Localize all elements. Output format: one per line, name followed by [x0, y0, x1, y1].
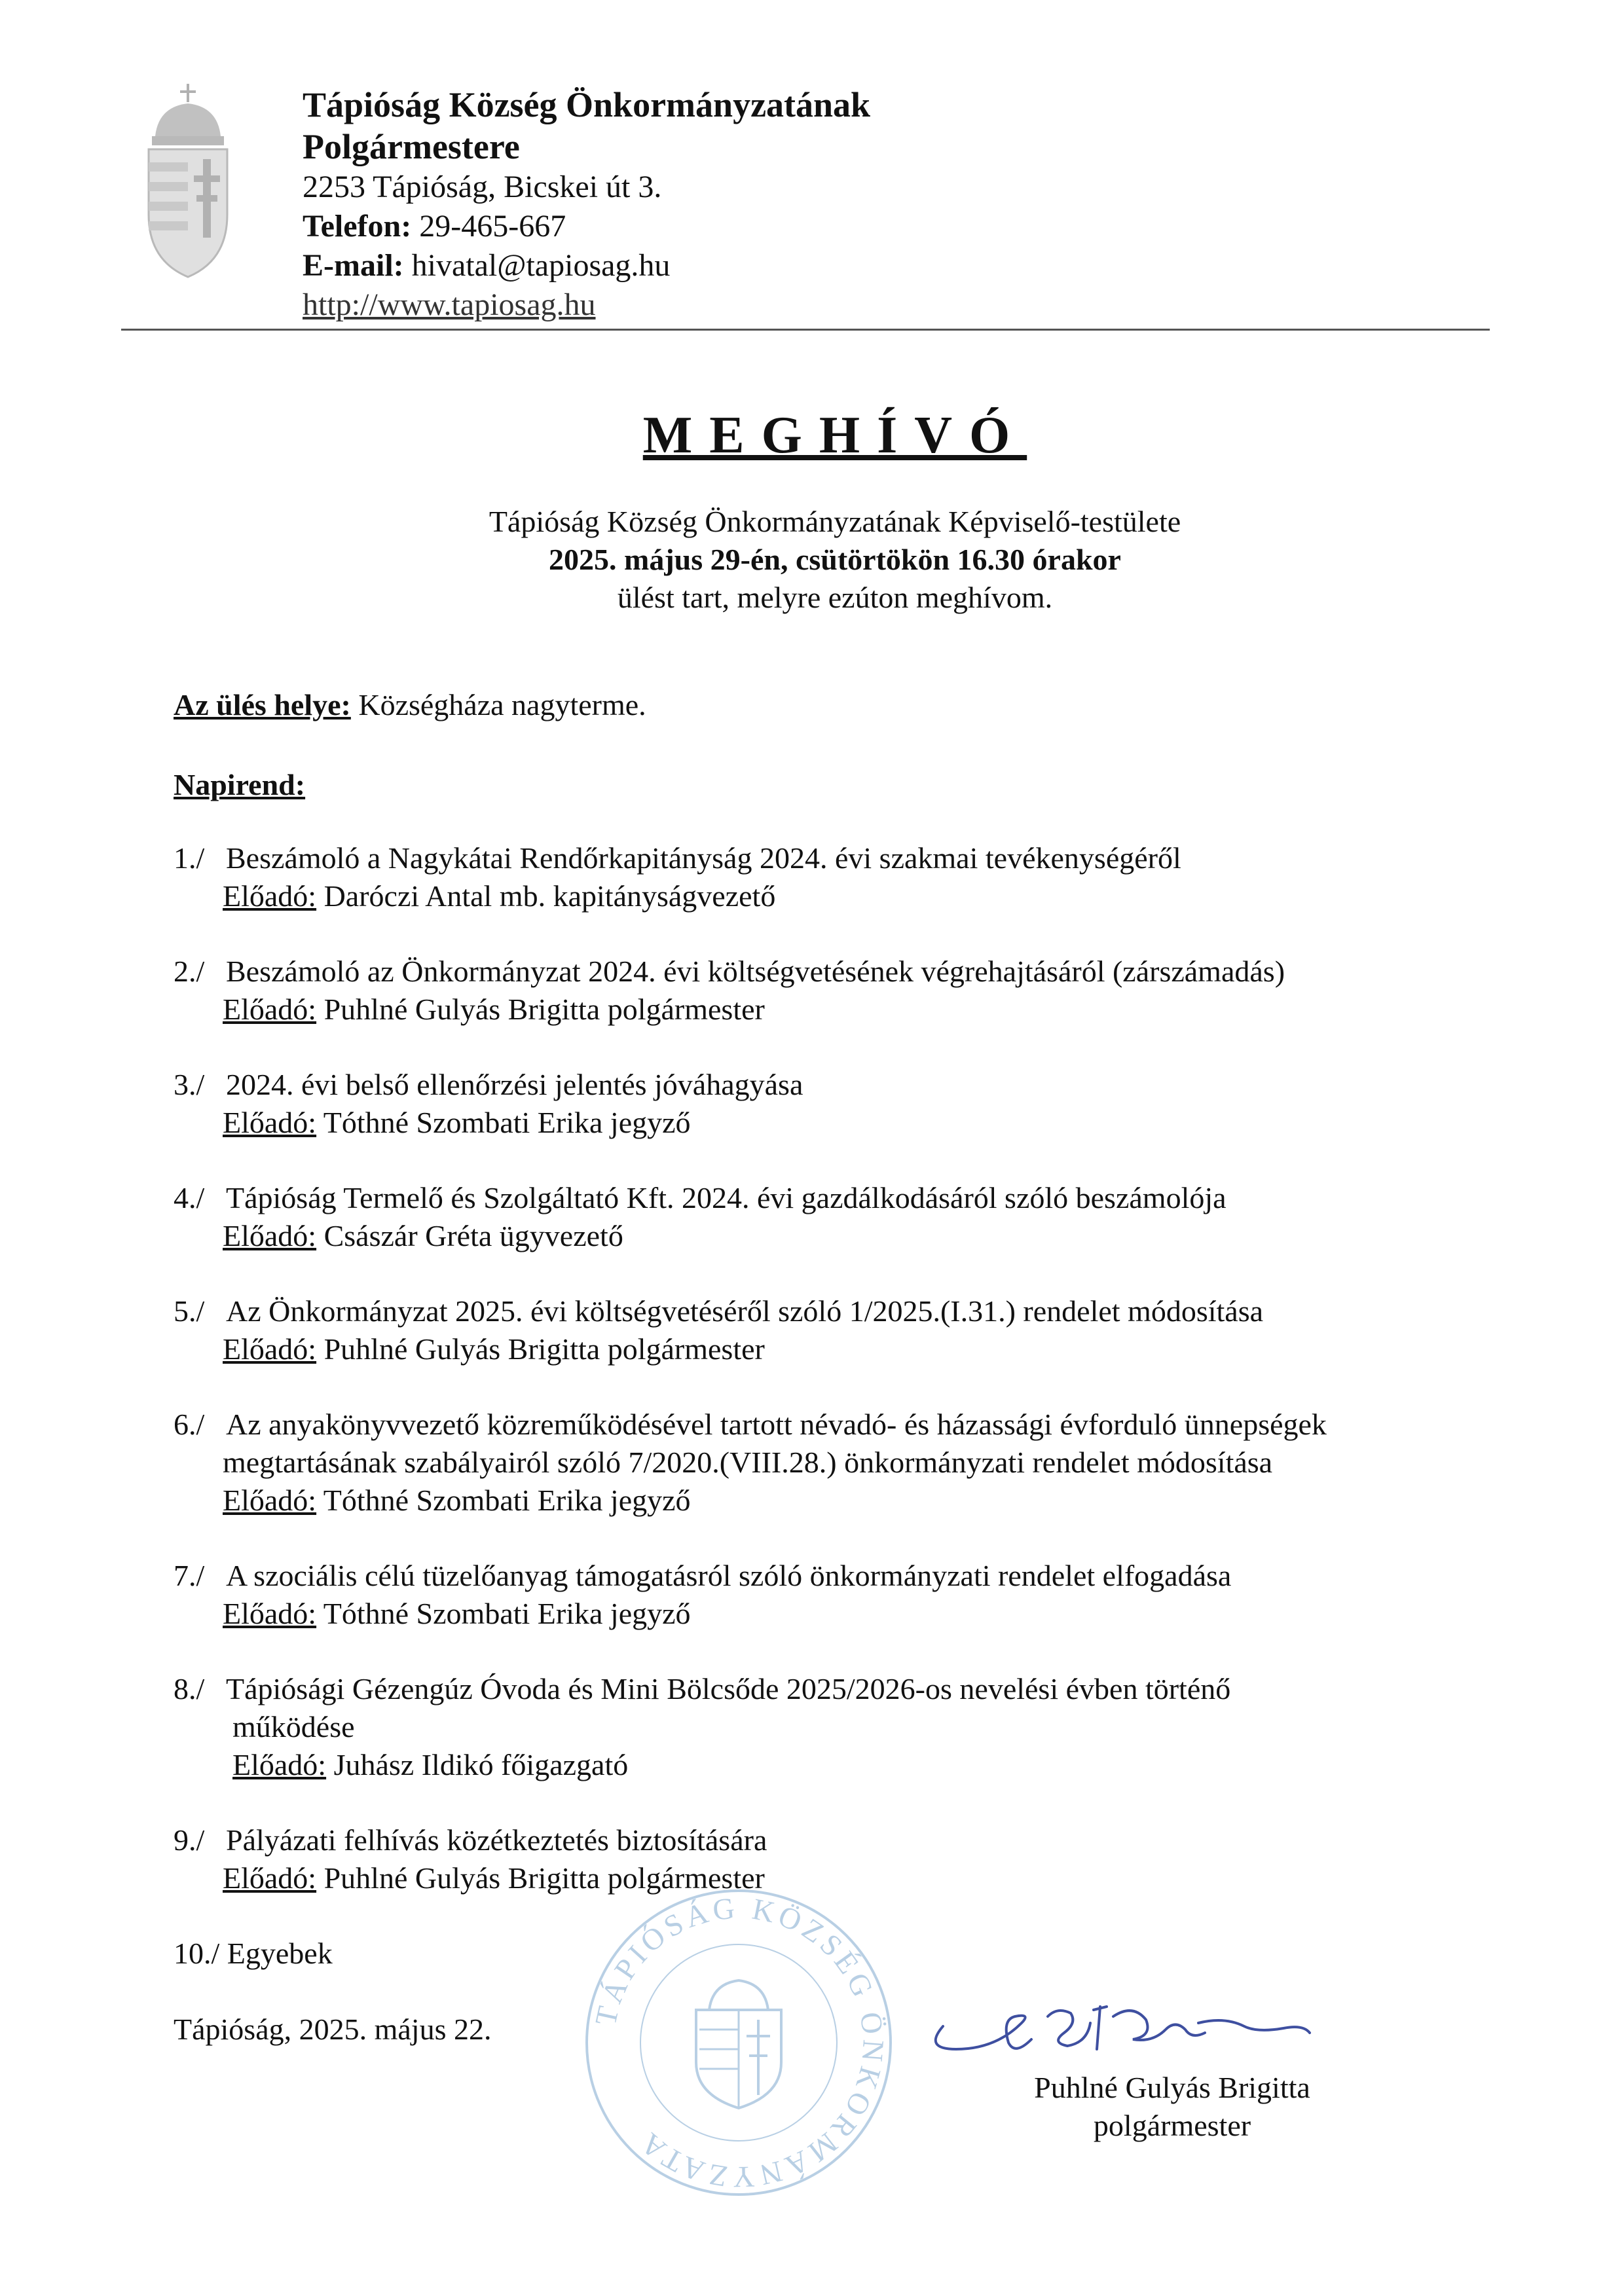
- item-text: Tápiósági Gézengúz Óvoda és Mini Bölcsőde 2025/2026-os nevelési évben történő: [226, 1672, 1231, 1705]
- document-title: MEGHÍVÓ: [642, 407, 1027, 464]
- intro-line3: ülést tart, melyre ezúton meghívom.: [617, 581, 1053, 614]
- item-text: 2024. évi belső ellenőrzési jelentés jóváhagyása: [226, 1068, 803, 1101]
- place-label: Az ülés helye:: [174, 688, 351, 721]
- item-number: 6./: [174, 1408, 205, 1441]
- address: 2253 Tápióság, Bicskei út 3.: [303, 170, 662, 204]
- item-presenter: [174, 1104, 1483, 1142]
- handwritten-signature: [917, 1977, 1323, 2069]
- coat-of-arms-icon: [139, 84, 237, 280]
- signer-block: [936, 2069, 1408, 2145]
- item-presenter: [174, 991, 1483, 1029]
- item-presenter: [174, 1595, 1483, 1633]
- item-text: A szociális célú tüzelőanyag támogatásról szóló önkormányzati rendelet elfogadása: [226, 1559, 1232, 1592]
- item-presenter: [174, 1482, 1483, 1520]
- website-link[interactable]: http://www.tapiosag.hu: [303, 287, 596, 322]
- item-presenter: [174, 1746, 1483, 1784]
- item-number: 3./: [174, 1068, 205, 1101]
- phone-label: Telefon:: [303, 209, 412, 244]
- agenda-item: [174, 953, 1483, 1029]
- email-label: E-mail:: [303, 248, 404, 283]
- meeting-place: [174, 686, 1483, 724]
- agenda-item: [174, 1406, 1483, 1520]
- place-value: Községháza nagyterme.: [358, 688, 646, 721]
- org-name-line2: Polgármestere: [303, 127, 520, 166]
- intro-line1: Tápióság Község Önkormányzatának Képviselő-testülete: [489, 505, 1181, 538]
- presenter-label: Előadó:: [223, 1484, 317, 1517]
- agenda-item: [174, 1292, 1483, 1368]
- meeting-date: 2025. május 29-én, csütörtökön 16.30 órakor: [549, 543, 1121, 576]
- item-text: Beszámoló az Önkormányzat 2024. évi költségvetésének végrehajtásáról (zárszámadás): [226, 955, 1285, 988]
- email-line: [303, 246, 870, 285]
- presenter-label: Előadó:: [223, 1219, 317, 1252]
- item-presenter: [174, 877, 1483, 915]
- presenter-name: Tóthné Szombati Erika jegyző: [323, 1106, 691, 1139]
- item-number: 5./: [174, 1294, 205, 1328]
- presenter-name: Tóthné Szombati Erika jegyző: [323, 1484, 691, 1517]
- item-number: 7./: [174, 1559, 205, 1592]
- presenter-label: Előadó:: [232, 1748, 327, 1781]
- item-text: Az Önkormányzat 2025. évi költségvetéséről szóló 1/2025.(I.31.) rendelet módosítása: [226, 1294, 1264, 1328]
- presenter-label: Előadó:: [223, 1332, 317, 1366]
- agenda-item: [174, 1066, 1483, 1142]
- signer-name: Puhlné Gulyás Brigitta: [1034, 2071, 1310, 2104]
- item-number: 2./: [174, 955, 205, 988]
- presenter-name: Puhlné Gulyás Brigitta polgármester: [323, 1861, 765, 1895]
- item-number: 8./: [174, 1672, 205, 1705]
- item-number: 4./: [174, 1181, 205, 1214]
- letterhead: [303, 84, 870, 325]
- item-text-continued: megtartásának szabályairól szóló 7/2020.(VIII.28.) önkormányzati rendelet módosítása: [223, 1446, 1273, 1479]
- date-line: Tápióság, 2025. május 22.: [174, 2013, 492, 2046]
- presenter-label: Előadó:: [223, 1861, 317, 1895]
- agenda-item: [174, 839, 1483, 915]
- phone-value: 29-465-667: [419, 209, 566, 244]
- official-stamp: [581, 1886, 896, 2200]
- item-number: 1./: [174, 841, 205, 875]
- presenter-label: Előadó:: [223, 993, 317, 1026]
- presenter-name: Tóthné Szombati Erika jegyző: [323, 1597, 691, 1630]
- item-text: Pályázati felhívás közétkeztetés biztosítására: [226, 1823, 767, 1857]
- org-name-line1: Tápióság Község Önkormányzatának: [303, 85, 871, 124]
- agenda-item-misc: 10./ Egyebek: [174, 1937, 333, 1970]
- agenda-label: Napirend:: [174, 768, 306, 801]
- presenter-name: Daróczi Antal mb. kapitányságvezető: [323, 879, 776, 913]
- document-body: [174, 686, 1483, 2049]
- agenda-item: [174, 1557, 1483, 1633]
- signer-title: polgármester: [1093, 2109, 1251, 2142]
- presenter-name: Juhász Ildikó főigazgató: [333, 1748, 629, 1781]
- presenter-name: Puhlné Gulyás Brigitta polgármester: [323, 993, 765, 1026]
- invitation-intro: [0, 503, 1624, 617]
- item-text: Tápióság Termelő és Szolgáltató Kft. 2024. évi gazdálkodásáról szóló beszámolója: [226, 1181, 1227, 1214]
- phone-line: [303, 207, 870, 246]
- presenter-name: Puhlné Gulyás Brigitta polgármester: [323, 1332, 765, 1366]
- presenter-name: Császár Gréta ügyvezető: [323, 1219, 623, 1252]
- item-text: Beszámoló a Nagykátai Rendőrkapitányság 2024. évi szakmai tevékenységéről: [226, 841, 1181, 875]
- presenter-label: Előadó:: [223, 1106, 317, 1139]
- agenda-item: [174, 1670, 1483, 1784]
- letterhead-divider: [121, 329, 1490, 331]
- agenda-heading: [174, 766, 1483, 804]
- item-text-continued: működése: [232, 1710, 355, 1743]
- agenda-item: [174, 1179, 1483, 1255]
- stamp-text: TÁPIÓSÁG KÖZSÉG ÖNKORMÁNYZATA: [588, 1891, 891, 2195]
- email-value: hivatal@tapiosag.hu: [411, 248, 671, 283]
- item-number: 9./: [174, 1823, 205, 1857]
- item-presenter: [174, 1217, 1483, 1255]
- presenter-label: Előadó:: [223, 879, 317, 913]
- item-text: Az anyakönyvvezető közreműködésével tartott névadó- és házassági évforduló ünnepségek: [226, 1408, 1327, 1441]
- item-presenter: [174, 1330, 1483, 1368]
- presenter-label: Előadó:: [223, 1597, 317, 1630]
